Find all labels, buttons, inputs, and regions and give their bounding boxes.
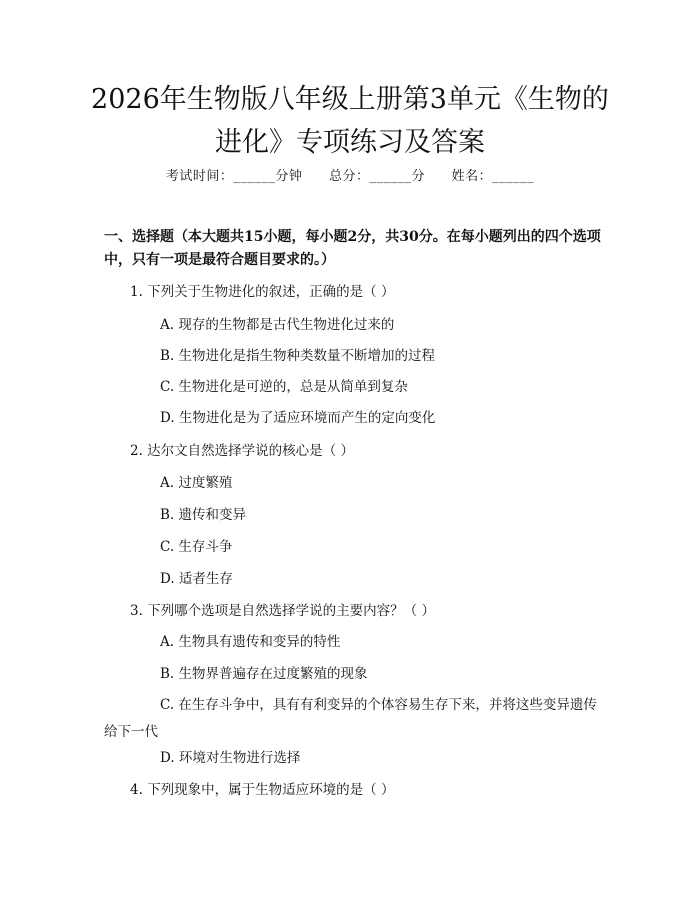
question-2: 2. 达尔文自然选择学说的核心是（ ） <box>130 443 354 459</box>
q3-option-c: C. 在生存斗争中，具有有利变异的个体容易生存下来，并将这些变异遗传给下一代 <box>104 697 597 740</box>
exam-time-label: 考试时间：______分钟 <box>165 169 303 184</box>
q3-option-d: D. 环境对生物进行选择 <box>160 750 301 766</box>
question-3: 3. 下列哪个选项是自然选择学说的主要内容？（ ） <box>130 603 435 619</box>
q3-option-a: A. 生物具有遗传和变异的特性 <box>160 634 341 650</box>
q1-option-d: D. 生物进化是为了适应环境而产生的定向变化 <box>160 410 436 426</box>
total-score-label: 总分：______分 <box>328 169 425 184</box>
q2-option-c: C. 生存斗争 <box>160 539 233 555</box>
question-1: 1. 下列关于生物进化的叙述，正确的是（ ） <box>130 284 395 300</box>
title-line-1: 2026年生物版八年级上册第3单元《生物的 <box>91 84 609 115</box>
student-name-label: 姓名：______ <box>451 169 535 184</box>
q1-option-b: B. 生物进化是指生物种类数量不断增加的过程 <box>160 348 436 364</box>
q2-option-d: D. 适者生存 <box>160 571 233 587</box>
q1-option-a: A. 现存的生物都是古代生物进化过来的 <box>160 317 395 333</box>
q3-option-b: B. 生物界普遍存在过度繁殖的现象 <box>160 666 368 682</box>
document-title <box>60 78 640 164</box>
q2-option-a: A. 过度繁殖 <box>160 475 233 491</box>
question-4: 4. 下列现象中，属于生物适应环境的是（ ） <box>130 782 395 798</box>
q1-option-c: C. 生物进化是可逆的，总是从简单到复杂 <box>160 379 408 395</box>
exam-meta <box>0 165 700 184</box>
title-line-2: 进化》专项练习及答案 <box>215 127 485 158</box>
q2-option-b: B. 遗传和变异 <box>160 507 247 523</box>
section-heading: 一、选择题（本大题共15小题，每小题2分，共30分。在每小题列出的四个选项中，只有一项是最符合题目要求的。） <box>104 229 601 268</box>
